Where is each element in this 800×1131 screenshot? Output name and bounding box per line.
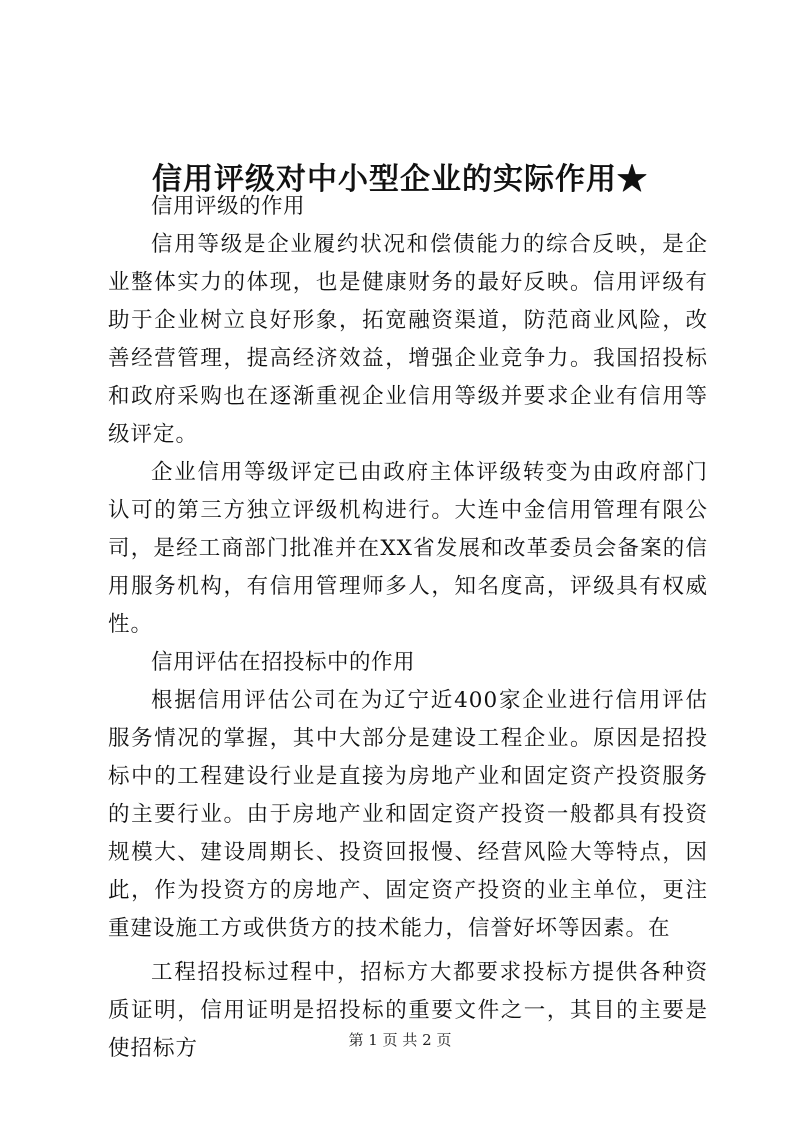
section-heading-credit-rating-role: 信用评级的作用 [151,194,306,219]
paragraph-credit-rating-overview: 信用等级是企业履约状况和偿债能力的综合反映，是企业整体实力的体现，也是健康财务的最好反映。信用评级有助于企业树立良好形象，拓宽融资渠道，防范商业风险，改善经营管理，提高经济效益，增强企业竞争力。我国招投标和政府采购也在逐渐重视企业信用等级并要求企业有信用等级评定。 [108,232,708,447]
paragraph-bidding-analysis: 根据信用评估公司在为辽宁近400家企业进行信用评估服务情况的掌握，其中大部分是建设工程企业。原因是招投标中的工程建设行业是直接为房地产业和固定资产投资服务的主要行业。由于房地产业和固定资产投资一般都具有投资规模大、建设周期长、投资回报慢、经营风险大等特点，因此，作为投资方的房地产、固定资产投资的业主单位，更注重建设施工方或供货方的技术能力，信誉好坏等因素。在 [108,688,708,941]
paragraph-bidding-process: 工程招投标过程中，招标方大都要求投标方提供各种资质证明，信用证明是招投标的重要文件之一，其目的主要是使招标方 [108,960,708,1061]
section-heading-bidding-role: 信用评估在招投标中的作用 [151,650,416,675]
document-title: 信用评级对中小型企业的实际作用★ [152,162,648,198]
paragraph-rating-agency: 企业信用等级评定已由政府主体评级转变为由政府部门认可的第三方独立评级机构进行。大连中金信用管理有限公司，是经工商部门批准并在XX省发展和改革委员会备案的信用服务机构，有信用管理师多人，知名度高，评级具有权威性。 [108,460,708,637]
page-number-footer: 第 1 页 共 2 页 [348,1031,452,1049]
document-body [108,188,708,1068]
